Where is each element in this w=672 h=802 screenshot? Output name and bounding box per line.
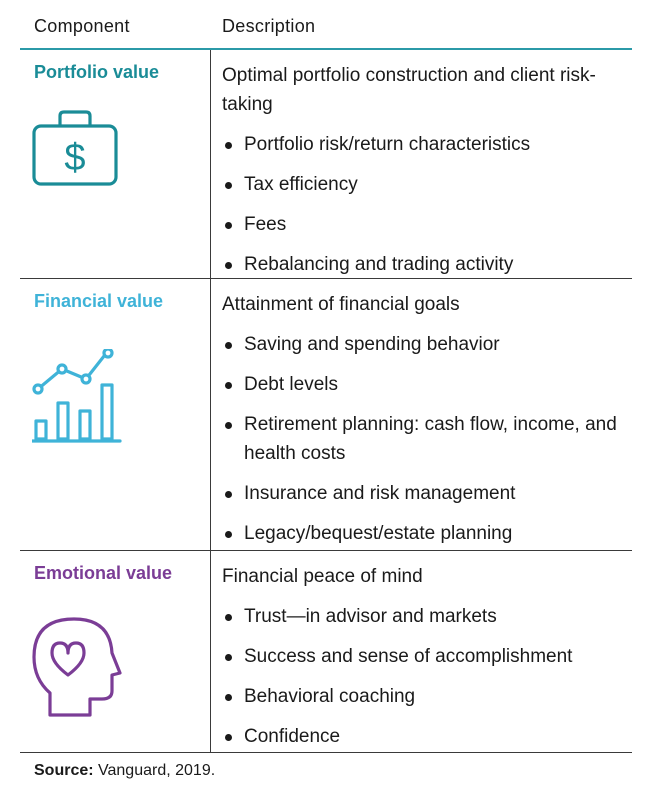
bullet-list	[222, 602, 632, 751]
description-cell	[222, 279, 632, 548]
table-header	[20, 0, 632, 50]
component-label: Financial value	[34, 291, 164, 311]
table-row-emotional	[20, 551, 632, 753]
list-item: Saving and spending behavior	[222, 330, 632, 359]
list-item: Rebalancing and trading activity	[222, 250, 632, 279]
description-lead: Financial peace of mind	[222, 566, 423, 587]
component-header: Component	[34, 16, 130, 36]
list-item: Fees	[222, 210, 632, 239]
list-item: Debt levels	[222, 370, 632, 399]
list-item: Success and sense of accomplishment	[222, 642, 632, 671]
bullet-list	[222, 130, 632, 279]
list-item: Confidence	[222, 722, 632, 751]
description-lead: Attainment of financial goals	[222, 294, 460, 315]
briefcase-dollar-icon	[32, 108, 118, 193]
description-header: Description	[222, 16, 316, 36]
description-cell	[222, 551, 632, 751]
svg-text:$: $	[64, 137, 86, 179]
growth-chart-icon	[32, 349, 124, 450]
source-text: Vanguard, 2019.	[93, 762, 216, 779]
list-item: Trust—in advisor and markets	[222, 602, 632, 631]
source-note	[34, 762, 215, 780]
list-item: Tax efficiency	[222, 170, 632, 199]
list-item: Behavioral coaching	[222, 682, 632, 711]
source-label: Source:	[34, 762, 94, 779]
table-row-portfolio	[20, 50, 632, 279]
list-item: Legacy/bequest/estate planning	[222, 519, 632, 548]
description-lead: Optimal portfolio construction and client risk-taking	[222, 65, 596, 115]
component-label: Emotional value	[34, 563, 173, 583]
value-table	[20, 0, 632, 753]
bullet-list	[222, 330, 632, 548]
description-cell	[222, 50, 632, 279]
list-item: Portfolio risk/return characteristics	[222, 130, 632, 159]
component-label: Portfolio value	[34, 62, 160, 82]
list-item: Insurance and risk management	[222, 479, 632, 508]
list-item: Retirement planning: cash flow, income, and health costs	[222, 410, 632, 468]
table-row-financial	[20, 279, 632, 551]
head-heart-icon	[32, 615, 124, 724]
